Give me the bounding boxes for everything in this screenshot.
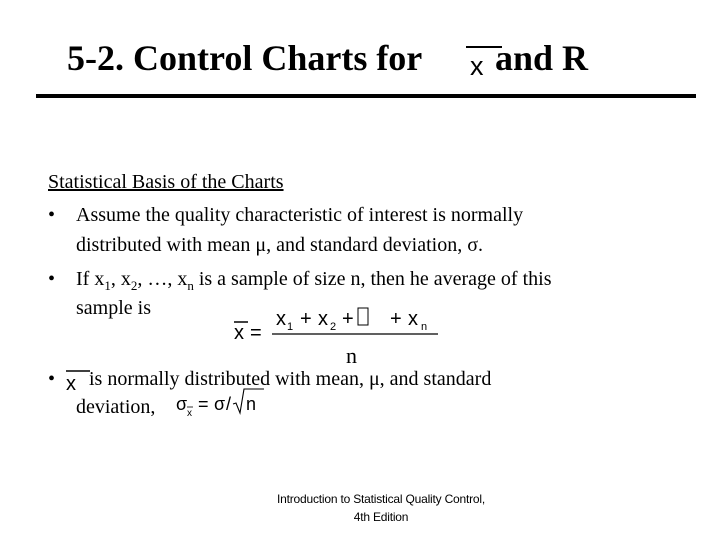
svg-text:x: x [187, 408, 192, 419]
svg-text:1: 1 [287, 321, 294, 333]
title-divider [36, 94, 696, 98]
svg-text:2: 2 [330, 321, 337, 333]
section-heading: Statistical Basis of the Charts [48, 171, 284, 193]
svg-text:n: n [246, 394, 257, 414]
bullet-marker: • [48, 368, 56, 390]
footer-line1: Introduction to Statistical Quality Control, [277, 492, 485, 506]
sd-formula [174, 386, 274, 422]
footer [231, 490, 531, 526]
bullet3-line1: is normally distributed with mean, μ, and standard [89, 368, 492, 390]
svg-text:+: + [342, 308, 354, 330]
bullet1-line1: Assume the quality characteristic of interest is normally [76, 204, 524, 226]
svg-text:…: … [360, 323, 361, 324]
bullet3-line2: deviation, [76, 396, 156, 418]
svg-text:/: / [226, 394, 232, 414]
svg-text:σ: σ [176, 394, 188, 414]
svg-text:+: + [390, 308, 402, 330]
formula-equals: = [250, 322, 262, 344]
formula-x1: x [276, 308, 286, 330]
formula-x2: x [318, 308, 328, 330]
svg-text:σ: σ [214, 394, 226, 414]
svg-text:=: = [198, 394, 209, 414]
bullet1-line2: distributed with mean μ, and standard deviation, σ. [76, 234, 483, 256]
formula-lhs: x [234, 322, 244, 344]
footer-line2: 4th Edition [353, 510, 409, 524]
sample-mean-formula [226, 305, 446, 375]
bullet-marker: • [48, 204, 56, 226]
bullet2-line1: If $x_1$, $x_2$, …, $x_n$ is a sample of size n, then he average of this [76, 268, 552, 293]
title-suffix: and R [495, 38, 589, 78]
formula-denominator: n [346, 343, 357, 368]
svg-text:+: + [300, 308, 312, 330]
bullet-marker: • [48, 268, 56, 290]
title-xbar-letter: x [470, 51, 484, 81]
title-prefix: 5-2. Control Charts for [67, 38, 423, 78]
slide-title [67, 40, 422, 76]
svg-text:n: n [421, 321, 428, 333]
bullet2-line2: sample is [76, 297, 151, 319]
svg-text:x: x [66, 373, 76, 395]
formula-xn: x [408, 308, 418, 330]
